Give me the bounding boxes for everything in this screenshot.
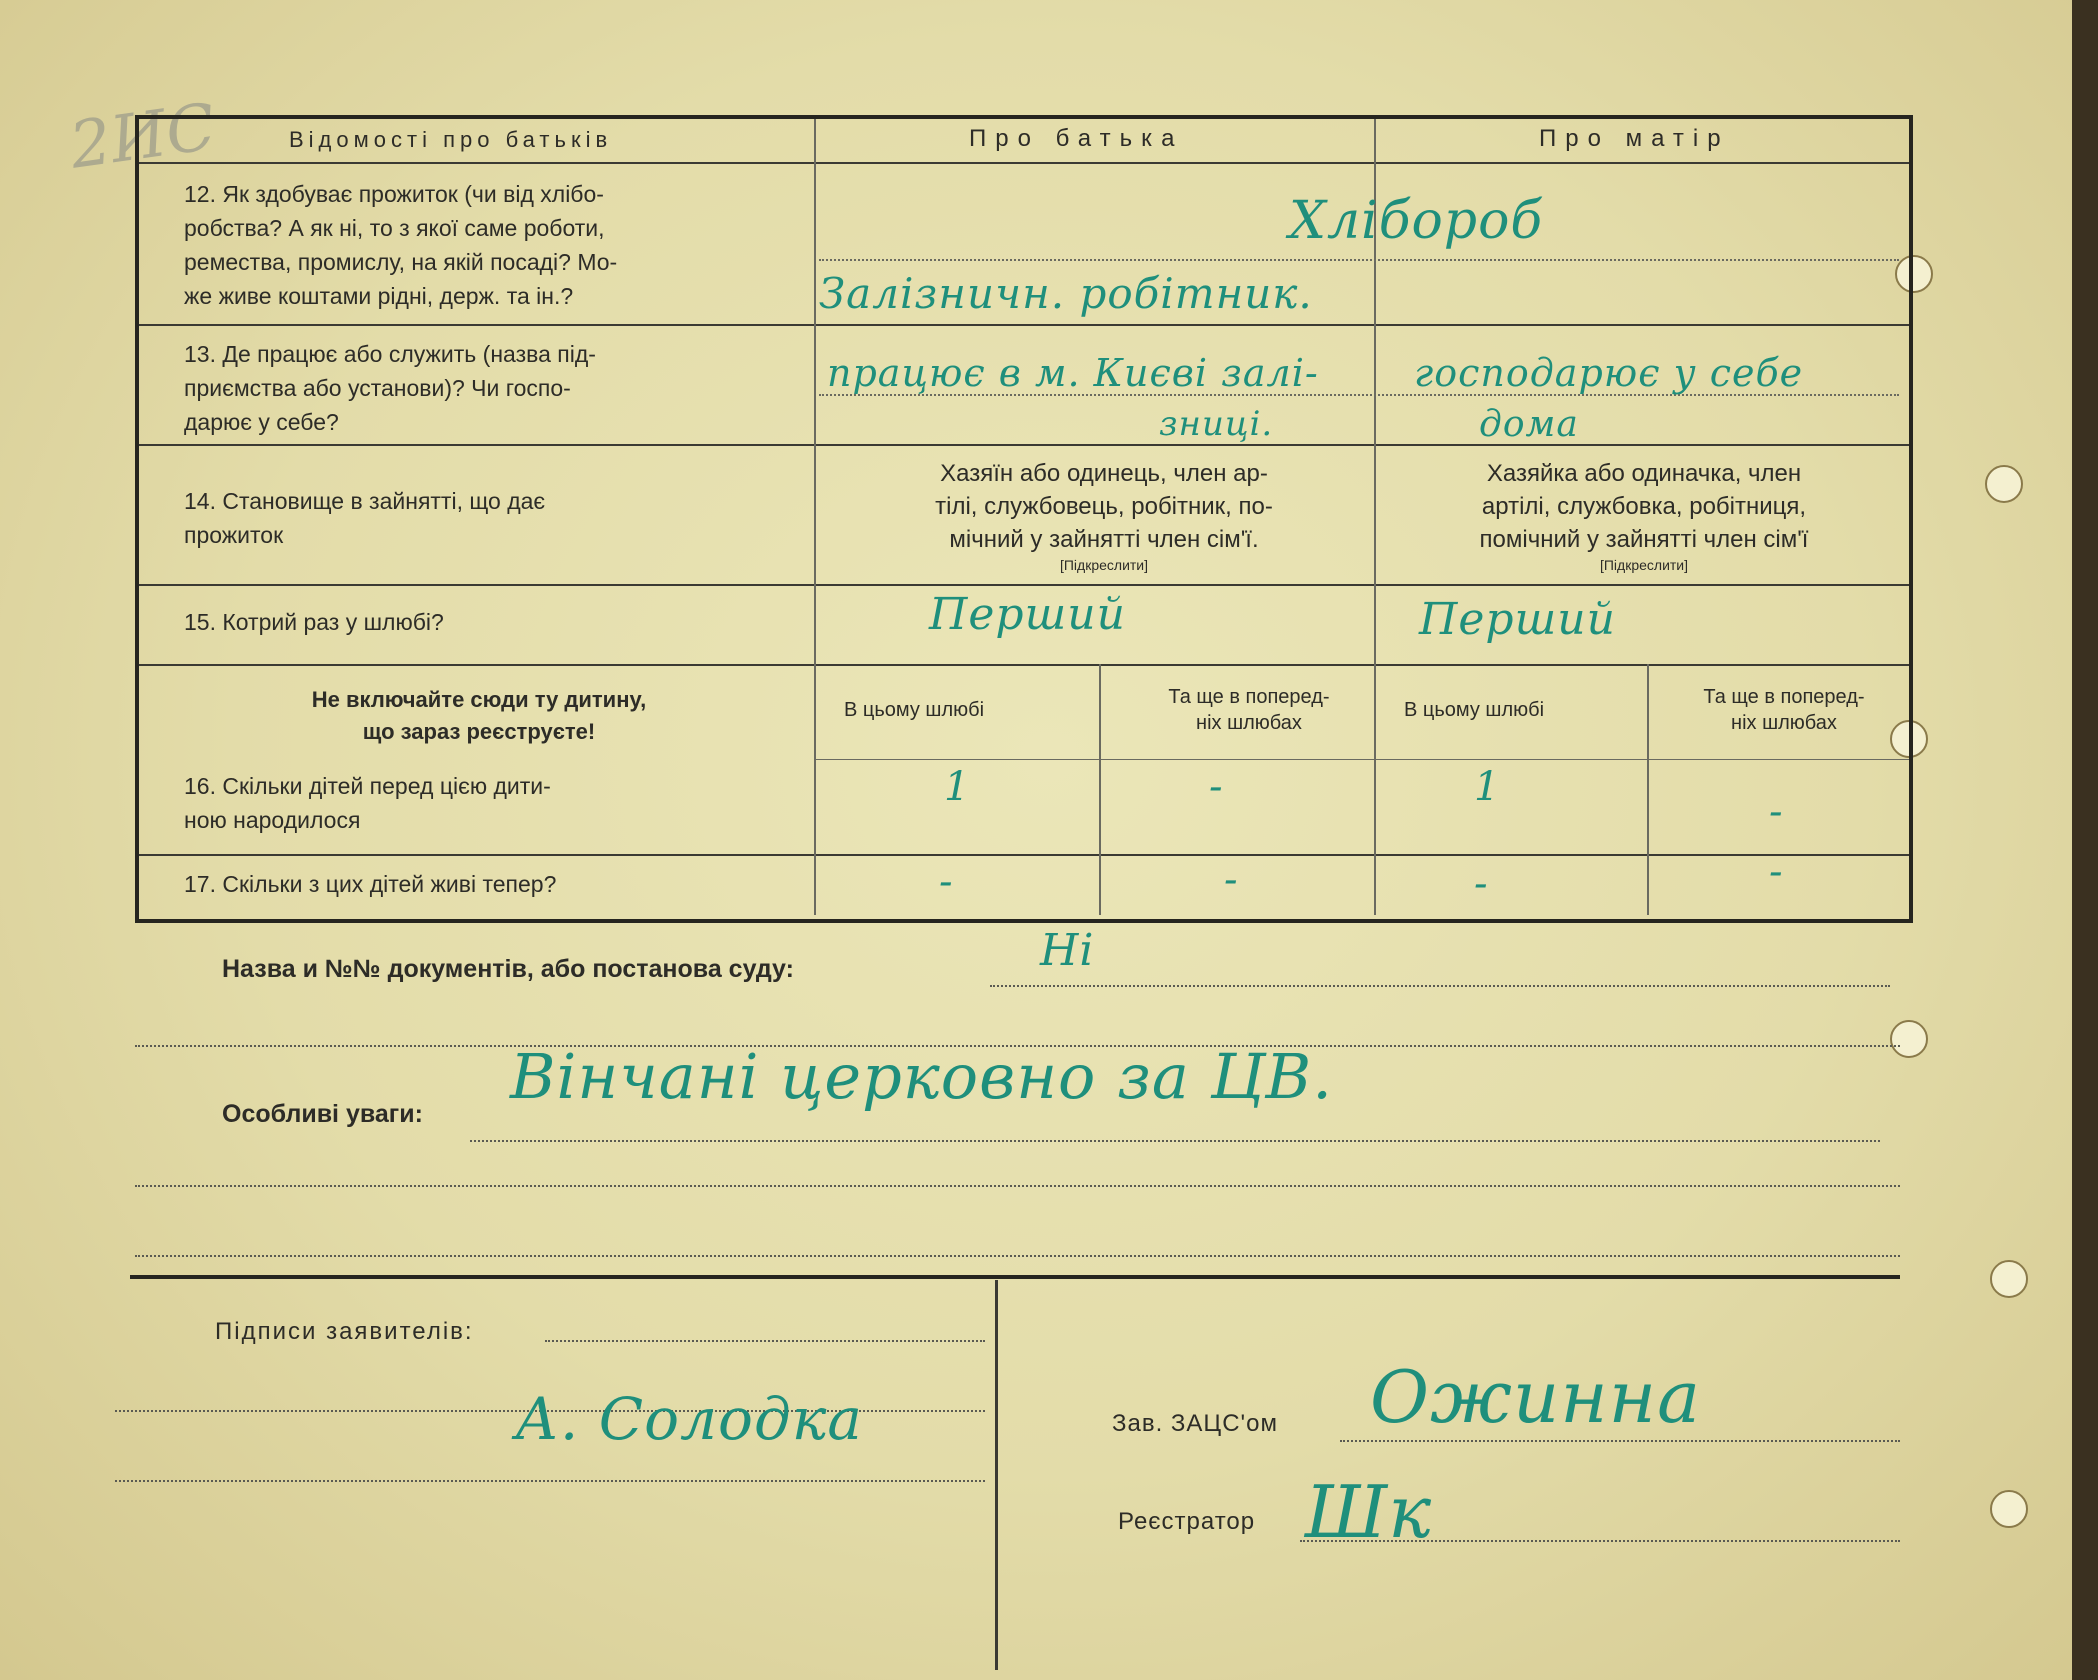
row14-father-options: Хазяїн або одинець, член ар- тілі, службовець, робітник, по- мічний у зайнятті член сім'ї. [Підкреслити] [935,460,1273,573]
row12-shared-handwriting: Хлібороб [1289,191,1544,251]
row13-father-handwriting-2: зниці. [1159,404,1274,444]
row16-mother-this: 1 [1474,764,1501,810]
row15-father-handwriting: Перший [929,589,1126,640]
registrar-signature: Шк [1305,1470,1433,1554]
row17-label: 17. Скільки з цих дітей живі тепер? [184,871,557,897]
parents-info-table [135,115,1913,923]
binder-hole [1890,1020,1928,1058]
row14-mother-options: Хазяйка або одиначка, член артілі, службовка, робітниця, помічний у зайнятті член сім'ї [Підкреслити] [1479,460,1809,573]
sub-father-prev: Та ще в попеpед- ніх шлюбах [1168,686,1330,734]
row16-father-this: 1 [944,764,971,810]
head-label: Зав. ЗАЦС'ом [1112,1410,1278,1437]
binder-hole [1985,465,2023,503]
row15-mother-handwriting: Перший [1419,594,1616,645]
row17-father-prev: - [1224,857,1239,903]
row16-father-prev: - [1209,764,1224,810]
registrar-label: Реєстратор [1118,1508,1256,1535]
documents-label: Назва и №№ документів, або постанова суду: [222,955,794,983]
head-signature: Ожинна [1370,1355,1702,1439]
row16-mother-prev: - [1769,789,1784,835]
row16-label: 16. Скільки дітей перед цією дити- ною народилося [184,773,551,833]
header-mother: Про матір [1539,125,1730,152]
row15-label: 15. Котрий раз у шлюбі? [184,609,444,635]
special-notes-label: Особливі уваги: [222,1100,423,1128]
row16-note: Не включайте сюди ту дитину, що зараз реєструєте! [311,687,647,744]
special-notes-handwriting: Вінчані церковно за ЦВ. [510,1040,1333,1113]
row13-father-handwriting-1: працює в м. Києві залі- [827,351,1319,395]
sub-mother-prev: Та ще в поперед- ніх шлюбах [1703,686,1865,734]
row17-mother-this: - [1474,861,1489,907]
page-edge [2072,0,2098,1680]
header-father: Про батька [969,125,1184,152]
corner-note: 2ИС [65,90,220,184]
row17-mother-prev: - [1769,849,1784,895]
row13-mother-handwriting-1: господарює у себе [1414,351,1804,395]
signers-label: Підписи заявителів: [215,1318,474,1345]
binder-hole [1990,1260,2028,1298]
header-info: Відомості про батьків [289,127,613,152]
row13-label: 13. Де працює або служить (назва під- приємства або установи)? Чи госпо- дарює у себе? [184,341,596,435]
row14-label: 14. Становище в зайнятті, що дає прожиток [184,488,546,548]
signer-signature: А. Солодка [515,1385,863,1453]
row12-father-handwriting: Залізничн. робітник. [819,269,1313,318]
documents-handwriting: Ні [1040,925,1095,976]
row12-label: 12. Як здобуває прожиток (чи від хлібо- робства? А як ні, то з якої саме роботи, ремества, промислу, на якій посаді? Мо- же живе коштами рідні, держ. та ін.? [184,181,618,309]
sub-father-this: В цьому шлюбі [844,699,985,721]
binder-hole [1990,1490,2028,1528]
sub-mother-this: В цьому шлюбі [1404,699,1545,721]
row13-mother-handwriting-2: дома [1479,404,1579,445]
row17-father-this: - [939,859,954,905]
